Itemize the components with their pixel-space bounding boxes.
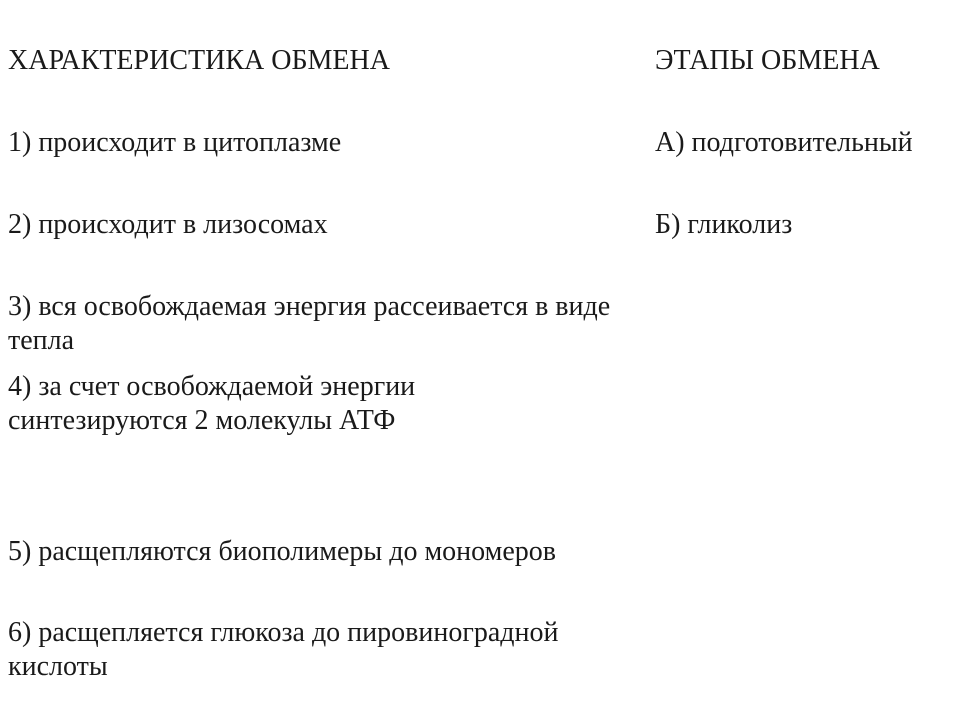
characteristic-item-1: 1) происходит в цитоплазме	[8, 127, 342, 158]
characteristic-item-2: 2) происходит в лизосомах	[8, 209, 328, 240]
characteristic-item-6: 6) расщепляется глюкоза до пировиноградной кислоты	[8, 617, 559, 682]
stage-item-b: Б) гликолиз	[655, 209, 793, 240]
characteristic-item-5: 5) расщепляются биополимеры до мономеров	[8, 536, 556, 567]
stages-header: ЭТАПЫ ОБМЕНА	[655, 45, 880, 76]
stage-item-a: А) подготовительный	[655, 127, 913, 158]
characteristics-header: ХАРАКТЕРИСТИКА ОБМЕНА	[8, 45, 390, 76]
characteristic-item-4: 4) за счет освобождаемой энергии синтезируются 2 молекулы АТФ	[8, 371, 416, 436]
characteristic-item-3: 3) вся освобождаемая энергия рассеивается в виде тепла	[8, 291, 611, 356]
